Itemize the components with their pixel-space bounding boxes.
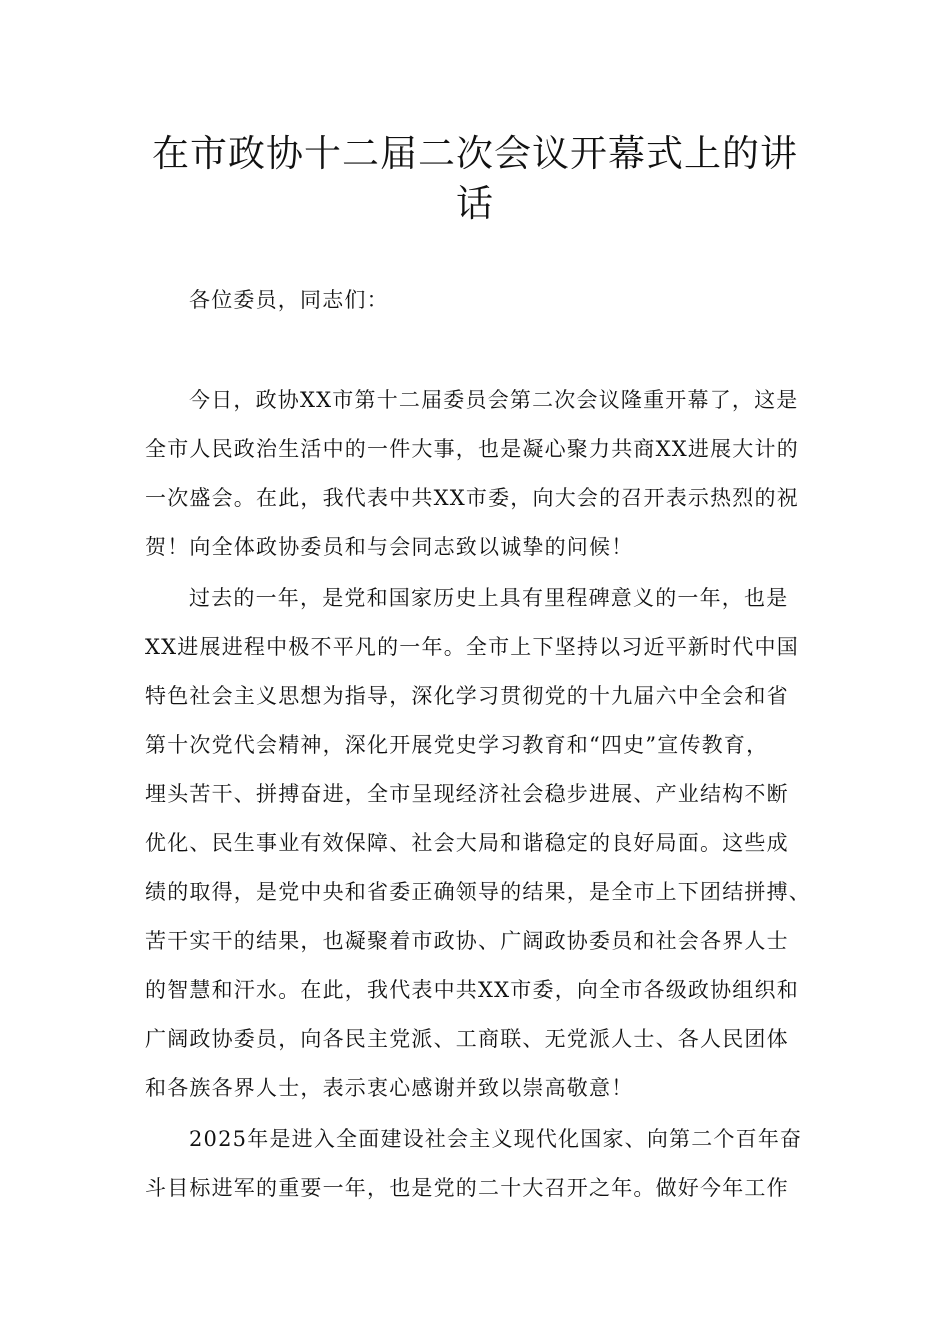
paragraph-line: 的智慧和汗水。在此，我代表中共XX市委，向全市各级政协组织和 xyxy=(145,978,799,1002)
paragraph-line: 绩的取得，是党中央和省委正确领导的结果，是全市上下团结拼搏、 xyxy=(145,880,811,904)
document-title-line-2: 话 xyxy=(456,182,494,225)
paragraph-line: 苦干实干的结果，也凝聚着市政协、广阔政协委员和社会各界人士 xyxy=(145,929,789,953)
paragraph-line: 广阔政协委员，向各民主党派、工商联、无党派人士、各人民团体 xyxy=(145,1027,789,1051)
paragraph-line: 优化、民生事业有效保障、社会大局和谐稳定的良好局面。这些成 xyxy=(145,831,789,855)
paragraph-line: 今日，政协XX市第十二届委员会第二次会议隆重开幕了，这是 xyxy=(189,388,799,412)
paragraph-line: 一次盛会。在此，我代表中共XX市委，向大会的召开表示热烈的祝 xyxy=(145,486,799,510)
salutation: 各位委员，同志们： xyxy=(189,288,389,312)
paragraph-line: 全市人民政治生活中的一件大事，也是凝心聚力共商XX进展大计的 xyxy=(145,437,799,461)
paragraph-line: 2025年是进入全面建设社会主义现代化国家、向第二个百年奋 xyxy=(189,1127,803,1151)
paragraph-line: 贺！向全体政协委员和与会同志致以诚挚的问候！ xyxy=(145,535,634,559)
paragraph-line: XX进展进程中极不平凡的一年。全市上下坚持以习近平新时代中国 xyxy=(145,635,799,659)
document-title-line-1: 在市政协十二届二次会议开幕式上的讲 xyxy=(152,132,798,175)
paragraph-line: 埋头苦干、拼搏奋进，全市呈现经济社会稳步进展、产业结构不断 xyxy=(145,782,789,806)
paragraph-line: 第十次党代会精神，深化开展党史学习教育和“四史”宣传教育， xyxy=(145,733,769,757)
paragraph-line: 过去的一年，是党和国家历史上具有里程碑意义的一年，也是 xyxy=(189,586,789,610)
paragraph-line: 特色社会主义思想为指导，深化学习贯彻党的十九届六中全会和省 xyxy=(145,684,789,708)
paragraph-line: 和各族各界人士，表示衷心感谢并致以崇高敬意！ xyxy=(145,1076,634,1100)
paragraph-line: 斗目标进军的重要一年，也是党的二十大召开之年。做好今年工作 xyxy=(145,1176,789,1200)
